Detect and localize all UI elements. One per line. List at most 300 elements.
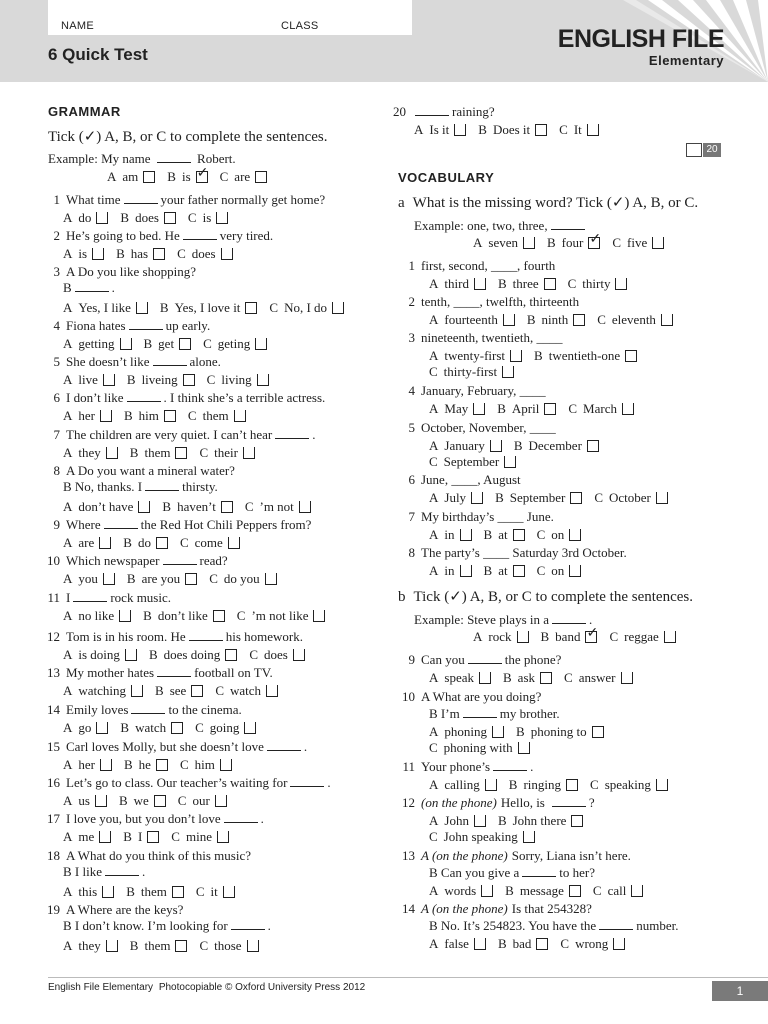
answer-checkbox[interactable] bbox=[588, 232, 602, 249]
option-letter: B bbox=[483, 563, 493, 578]
answer-checkbox[interactable] bbox=[293, 649, 305, 661]
question-number: 16 bbox=[47, 775, 60, 790]
stem-text: B No, thanks. I bbox=[63, 479, 143, 494]
answer-checkbox[interactable] bbox=[460, 529, 472, 541]
option-letter: A bbox=[63, 683, 73, 698]
option-b bbox=[119, 793, 166, 809]
option-letter: C bbox=[429, 829, 438, 844]
option-b bbox=[167, 166, 209, 185]
header-band bbox=[0, 0, 768, 82]
option-text: their bbox=[214, 445, 238, 460]
answer-checkbox[interactable] bbox=[164, 212, 176, 224]
option-text: twenty-first bbox=[444, 348, 506, 363]
answer-checkbox[interactable] bbox=[544, 403, 556, 415]
option-a bbox=[429, 490, 483, 506]
answer-blank bbox=[468, 652, 502, 664]
question-10-options bbox=[63, 571, 289, 587]
question-17-options bbox=[63, 829, 241, 845]
option-c bbox=[177, 246, 233, 262]
option-b bbox=[130, 445, 188, 461]
answer-checkbox[interactable] bbox=[92, 248, 104, 260]
option-c bbox=[220, 169, 268, 185]
option-c bbox=[199, 445, 255, 461]
option-letter: A bbox=[414, 122, 424, 137]
option-b bbox=[498, 276, 556, 292]
answer-checkbox[interactable] bbox=[213, 610, 225, 622]
option-text: we bbox=[133, 793, 149, 808]
vocab-question-10-options bbox=[429, 724, 669, 756]
option-text: get bbox=[158, 336, 175, 351]
option-letter: A bbox=[473, 235, 483, 250]
option-c bbox=[180, 757, 232, 773]
example-after: Robert. bbox=[197, 151, 236, 166]
answer-blank bbox=[599, 918, 633, 930]
answer-checkbox[interactable] bbox=[664, 631, 676, 643]
answer-checkbox[interactable] bbox=[156, 537, 168, 549]
option-letter: C bbox=[171, 829, 180, 844]
answer-blank bbox=[552, 795, 586, 807]
answer-blank bbox=[124, 192, 158, 204]
option-c bbox=[429, 454, 516, 470]
question-number: 11 bbox=[47, 590, 60, 605]
option-letter: B bbox=[126, 884, 135, 899]
answer-checkbox[interactable] bbox=[221, 501, 233, 513]
option-letter: C bbox=[536, 563, 546, 578]
option-letter: B bbox=[497, 276, 507, 291]
vocab-question-14-line2 bbox=[429, 918, 678, 934]
option-b bbox=[478, 122, 547, 138]
option-text: live bbox=[78, 372, 98, 387]
score-entry-box[interactable] bbox=[686, 143, 702, 157]
option-text: haven’t bbox=[177, 499, 216, 514]
option-text: speaking bbox=[604, 777, 651, 792]
answer-checkbox[interactable] bbox=[517, 631, 529, 643]
option-a bbox=[63, 757, 112, 773]
stem-text: Emily loves bbox=[66, 702, 129, 717]
answer-checkbox[interactable] bbox=[100, 410, 112, 422]
option-text: me bbox=[78, 829, 95, 844]
stem-text: . bbox=[111, 280, 115, 295]
option-letter: B bbox=[148, 647, 158, 662]
answer-checkbox[interactable] bbox=[183, 374, 195, 386]
answer-blank bbox=[104, 517, 138, 529]
option-c bbox=[568, 276, 628, 292]
option-text: do you bbox=[223, 571, 260, 586]
answer-checkbox[interactable] bbox=[540, 672, 552, 684]
answer-checkbox[interactable] bbox=[615, 278, 627, 290]
option-text: watch bbox=[230, 683, 262, 698]
option-text: It bbox=[573, 122, 582, 137]
answer-checkbox[interactable] bbox=[622, 403, 634, 415]
question-number: 20 bbox=[393, 104, 406, 119]
option-text: watching bbox=[78, 683, 127, 698]
answer-checkbox[interactable] bbox=[481, 885, 493, 897]
option-text: on bbox=[551, 563, 565, 578]
answer-checkbox[interactable] bbox=[652, 237, 664, 249]
option-c bbox=[196, 884, 235, 900]
answer-checkbox[interactable] bbox=[569, 885, 581, 897]
answer-checkbox[interactable] bbox=[504, 456, 516, 468]
footer bbox=[48, 982, 365, 993]
answer-checkbox[interactable] bbox=[185, 573, 197, 585]
option-c bbox=[188, 408, 246, 424]
answer-checkbox[interactable] bbox=[523, 831, 535, 843]
answer-checkbox[interactable] bbox=[566, 779, 578, 791]
answer-checkbox[interactable] bbox=[215, 795, 227, 807]
answer-checkbox[interactable] bbox=[131, 685, 143, 697]
option-text: phoning bbox=[444, 724, 488, 739]
option-b bbox=[143, 608, 225, 624]
answer-checkbox[interactable] bbox=[243, 447, 255, 459]
stem-text: Sorry, Liana isn’t here. bbox=[511, 848, 631, 863]
answer-checkbox[interactable] bbox=[223, 886, 235, 898]
answer-blank bbox=[75, 280, 109, 292]
option-letter: A bbox=[429, 936, 439, 951]
stem-text: Is that 254328? bbox=[511, 901, 592, 916]
answer-checkbox[interactable] bbox=[460, 565, 472, 577]
option-c bbox=[590, 777, 668, 793]
question-number: 12 bbox=[402, 795, 415, 810]
tick-mark-icon: ✓ bbox=[586, 626, 599, 641]
answer-checkbox[interactable] bbox=[621, 672, 633, 684]
answer-checkbox[interactable] bbox=[631, 885, 643, 897]
option-text: twentieth-one bbox=[548, 348, 621, 363]
option-text: does bbox=[191, 246, 216, 261]
answer-checkbox[interactable] bbox=[99, 537, 111, 549]
stem-text: I bbox=[66, 590, 71, 605]
option-c bbox=[245, 499, 311, 515]
option-c bbox=[612, 235, 664, 251]
answer-checkbox[interactable] bbox=[103, 374, 115, 386]
answer-checkbox[interactable] bbox=[454, 124, 466, 136]
answer-checkbox[interactable] bbox=[245, 302, 257, 314]
answer-checkbox[interactable] bbox=[573, 314, 585, 326]
stem-text: his homework. bbox=[225, 629, 303, 644]
option-a bbox=[473, 235, 535, 251]
option-letter: B bbox=[508, 777, 518, 792]
option-a bbox=[63, 683, 143, 699]
option-text: wrong bbox=[575, 936, 609, 951]
option-letter: A bbox=[63, 535, 73, 550]
answer-checkbox[interactable] bbox=[587, 440, 599, 452]
option-letter: B bbox=[124, 408, 133, 423]
answer-checkbox[interactable] bbox=[544, 278, 556, 290]
option-text: are bbox=[234, 169, 251, 184]
answer-checkbox[interactable] bbox=[503, 314, 515, 326]
answer-checkbox[interactable] bbox=[510, 350, 522, 362]
vocab-question-4 bbox=[400, 383, 546, 399]
option-text: they bbox=[78, 938, 101, 953]
stem-text: alone. bbox=[189, 354, 221, 369]
vocab-question-12-options bbox=[429, 813, 669, 845]
answer-checkbox[interactable] bbox=[585, 626, 599, 643]
option-text: answer bbox=[578, 670, 616, 685]
option-text: are you bbox=[141, 571, 181, 586]
option-text: Yes, I love it bbox=[174, 300, 241, 315]
stem-text: B Can you give a bbox=[429, 865, 520, 880]
answer-checkbox[interactable] bbox=[485, 779, 497, 791]
option-a bbox=[429, 276, 486, 292]
stem-text: first, second, ____, fourth bbox=[421, 258, 556, 273]
answer-checkbox[interactable] bbox=[266, 685, 278, 697]
answer-checkbox[interactable] bbox=[569, 529, 581, 541]
grammar-score-total: 20 bbox=[703, 143, 721, 157]
option-letter: B bbox=[143, 608, 152, 623]
option-letter: B bbox=[120, 720, 130, 735]
answer-checkbox[interactable] bbox=[221, 248, 233, 260]
stem-text: The party’s ____ Saturday 3rd October. bbox=[421, 545, 627, 560]
answer-checkbox[interactable] bbox=[474, 815, 486, 827]
option-letter: B bbox=[526, 312, 536, 327]
option-a bbox=[473, 629, 529, 645]
option-letter: C bbox=[177, 246, 186, 261]
answer-checkbox[interactable] bbox=[473, 403, 485, 415]
option-text: they bbox=[78, 445, 101, 460]
answer-checkbox[interactable] bbox=[571, 815, 583, 827]
answer-checkbox[interactable] bbox=[523, 237, 535, 249]
option-text: am bbox=[122, 169, 139, 184]
option-c bbox=[199, 938, 258, 954]
option-a bbox=[63, 793, 107, 809]
answer-checkbox[interactable] bbox=[535, 124, 547, 136]
answer-checkbox[interactable] bbox=[313, 610, 325, 622]
answer-checkbox[interactable] bbox=[103, 573, 115, 585]
option-text: is bbox=[78, 246, 88, 261]
option-letter: B bbox=[483, 527, 493, 542]
answer-checkbox[interactable] bbox=[120, 338, 132, 350]
stem-text: rock music. bbox=[110, 590, 171, 605]
answer-blank bbox=[105, 864, 139, 876]
stem-text: A Do you like shopping? bbox=[66, 264, 196, 279]
answer-checkbox[interactable] bbox=[332, 302, 344, 314]
answer-checkbox[interactable] bbox=[265, 573, 277, 585]
question-number: 19 bbox=[47, 902, 60, 917]
option-text: thirty bbox=[582, 276, 611, 291]
option-c bbox=[537, 527, 582, 543]
question-number: 18 bbox=[47, 848, 60, 863]
option-b bbox=[126, 884, 184, 900]
answer-blank bbox=[131, 702, 165, 714]
option-text: May bbox=[444, 401, 469, 416]
answer-checkbox[interactable] bbox=[255, 338, 267, 350]
option-c bbox=[178, 793, 227, 809]
option-a bbox=[429, 883, 493, 899]
option-letter: C bbox=[559, 122, 568, 137]
option-letter: A bbox=[63, 571, 73, 586]
answer-checkbox[interactable] bbox=[613, 938, 625, 950]
answer-checkbox[interactable] bbox=[171, 722, 183, 734]
answer-blank bbox=[189, 629, 223, 641]
option-b bbox=[484, 563, 525, 579]
answer-checkbox[interactable] bbox=[99, 831, 111, 843]
vocab-question-1-options bbox=[429, 276, 639, 292]
option-b bbox=[127, 571, 197, 587]
answer-checkbox[interactable] bbox=[217, 831, 229, 843]
answer-checkbox[interactable] bbox=[513, 565, 525, 577]
question-number: 11 bbox=[402, 759, 415, 774]
answer-checkbox[interactable] bbox=[106, 940, 118, 952]
option-a bbox=[429, 813, 486, 829]
answer-checkbox[interactable] bbox=[153, 248, 165, 260]
answer-checkbox[interactable] bbox=[136, 302, 148, 314]
answer-checkbox[interactable] bbox=[661, 314, 673, 326]
answer-checkbox[interactable] bbox=[234, 410, 246, 422]
question-12-options bbox=[63, 647, 317, 663]
option-letter: B bbox=[143, 336, 153, 351]
answer-checkbox[interactable] bbox=[164, 410, 176, 422]
answer-checkbox[interactable] bbox=[175, 940, 187, 952]
option-text: John bbox=[444, 813, 469, 828]
option-letter: C bbox=[219, 169, 229, 184]
question-2 bbox=[38, 228, 273, 244]
answer-checkbox[interactable] bbox=[102, 886, 114, 898]
stem-text: the phone? bbox=[504, 652, 562, 667]
answer-checkbox[interactable] bbox=[96, 722, 108, 734]
option-text: speak bbox=[444, 670, 474, 685]
answer-checkbox[interactable] bbox=[119, 610, 131, 622]
option-a bbox=[63, 608, 131, 624]
vocab-question-8-options bbox=[429, 563, 593, 579]
answer-checkbox[interactable] bbox=[175, 447, 187, 459]
option-letter: A bbox=[63, 938, 73, 953]
option-c bbox=[609, 629, 675, 645]
question-number: 7 bbox=[53, 427, 60, 442]
option-c bbox=[203, 336, 267, 352]
option-letter: B bbox=[162, 499, 172, 514]
option-letter: A bbox=[429, 883, 439, 898]
answer-checkbox[interactable] bbox=[492, 726, 504, 738]
answer-checkbox[interactable] bbox=[518, 742, 530, 754]
vocab-question-5-options bbox=[429, 438, 709, 470]
question-number: 1 bbox=[53, 192, 60, 207]
option-b bbox=[160, 300, 258, 316]
answer-checkbox[interactable] bbox=[106, 447, 118, 459]
option-a bbox=[63, 829, 111, 845]
answer-checkbox[interactable] bbox=[196, 166, 209, 183]
answer-checkbox[interactable] bbox=[656, 779, 668, 791]
answer-checkbox[interactable] bbox=[96, 212, 108, 224]
option-a bbox=[429, 438, 502, 454]
option-text: is bbox=[202, 210, 212, 225]
answer-checkbox[interactable] bbox=[471, 492, 483, 504]
example-stem: Example: Steve plays in a bbox=[414, 612, 550, 627]
vocab-question-14-options bbox=[429, 936, 637, 952]
answer-blank bbox=[231, 918, 265, 930]
answer-blank bbox=[157, 665, 191, 677]
question-number: 6 bbox=[408, 472, 415, 487]
page-number: 1 bbox=[712, 981, 768, 1001]
brand-level: Elementary bbox=[648, 53, 724, 68]
answer-checkbox[interactable] bbox=[299, 501, 311, 513]
answer-checkbox[interactable] bbox=[156, 759, 168, 771]
option-b bbox=[116, 246, 165, 262]
option-text: ’m not bbox=[259, 499, 294, 514]
option-b bbox=[516, 724, 604, 740]
answer-checkbox[interactable] bbox=[569, 565, 581, 577]
option-c bbox=[537, 563, 582, 579]
answer-checkbox[interactable] bbox=[474, 278, 486, 290]
option-letter: B bbox=[126, 372, 136, 387]
answer-checkbox[interactable] bbox=[490, 440, 502, 452]
answer-checkbox[interactable] bbox=[138, 501, 150, 513]
option-b bbox=[130, 938, 188, 954]
answer-checkbox[interactable] bbox=[143, 171, 155, 183]
option-c bbox=[207, 372, 269, 388]
answer-checkbox[interactable] bbox=[587, 124, 599, 136]
option-letter: A bbox=[63, 829, 73, 844]
answer-checkbox[interactable] bbox=[570, 492, 582, 504]
option-letter: C bbox=[594, 490, 603, 505]
answer-checkbox[interactable] bbox=[536, 938, 548, 950]
question-15 bbox=[38, 739, 307, 755]
answer-checkbox[interactable] bbox=[255, 171, 267, 183]
question-number: 10 bbox=[402, 689, 415, 704]
question-number: 5 bbox=[53, 354, 60, 369]
answer-checkbox[interactable] bbox=[191, 685, 203, 697]
vocab-question-11 bbox=[400, 759, 533, 775]
option-letter: A bbox=[429, 813, 439, 828]
answer-checkbox[interactable] bbox=[244, 722, 256, 734]
answer-checkbox[interactable] bbox=[656, 492, 668, 504]
answer-checkbox[interactable] bbox=[95, 795, 107, 807]
option-text: going bbox=[209, 720, 240, 735]
option-text: is bbox=[181, 169, 191, 184]
answer-checkbox[interactable] bbox=[474, 938, 486, 950]
option-letter: B bbox=[547, 235, 556, 250]
option-letter: A bbox=[63, 300, 73, 315]
option-a bbox=[63, 210, 108, 226]
answer-checkbox[interactable] bbox=[220, 759, 232, 771]
answer-checkbox[interactable] bbox=[100, 759, 112, 771]
option-a bbox=[429, 312, 515, 328]
option-text: does bbox=[135, 210, 159, 225]
answer-checkbox[interactable] bbox=[179, 338, 191, 350]
answer-checkbox[interactable] bbox=[225, 649, 237, 661]
answer-checkbox[interactable] bbox=[147, 831, 159, 843]
answer-checkbox[interactable] bbox=[172, 886, 184, 898]
option-letter: A bbox=[63, 499, 73, 514]
answer-checkbox[interactable] bbox=[247, 940, 259, 952]
option-a bbox=[63, 535, 111, 551]
option-letter: C bbox=[609, 629, 619, 644]
option-letter: A bbox=[429, 563, 439, 578]
answer-checkbox[interactable] bbox=[502, 366, 514, 378]
answer-checkbox[interactable] bbox=[125, 649, 137, 661]
answer-checkbox[interactable] bbox=[257, 374, 269, 386]
option-b bbox=[144, 336, 192, 352]
stem-text: A Do you want a mineral water? bbox=[66, 463, 235, 478]
option-letter: A bbox=[429, 312, 439, 327]
option-text: phoning to bbox=[530, 724, 587, 739]
option-a bbox=[63, 720, 108, 736]
option-text: January bbox=[444, 438, 485, 453]
answer-checkbox[interactable] bbox=[513, 529, 525, 541]
option-letter: B bbox=[167, 169, 176, 184]
question-number: 4 bbox=[408, 383, 415, 398]
answer-checkbox[interactable] bbox=[479, 672, 491, 684]
answer-checkbox[interactable] bbox=[228, 537, 240, 549]
option-letter: A bbox=[429, 527, 439, 542]
option-text: call bbox=[607, 883, 627, 898]
stage-direction: A (on the phone) bbox=[421, 848, 508, 863]
answer-checkbox[interactable] bbox=[625, 350, 637, 362]
answer-checkbox[interactable] bbox=[592, 726, 604, 738]
option-a bbox=[63, 571, 115, 587]
answer-blank bbox=[153, 354, 187, 366]
option-a bbox=[429, 348, 522, 364]
answer-checkbox[interactable] bbox=[216, 212, 228, 224]
answer-checkbox[interactable] bbox=[154, 795, 166, 807]
